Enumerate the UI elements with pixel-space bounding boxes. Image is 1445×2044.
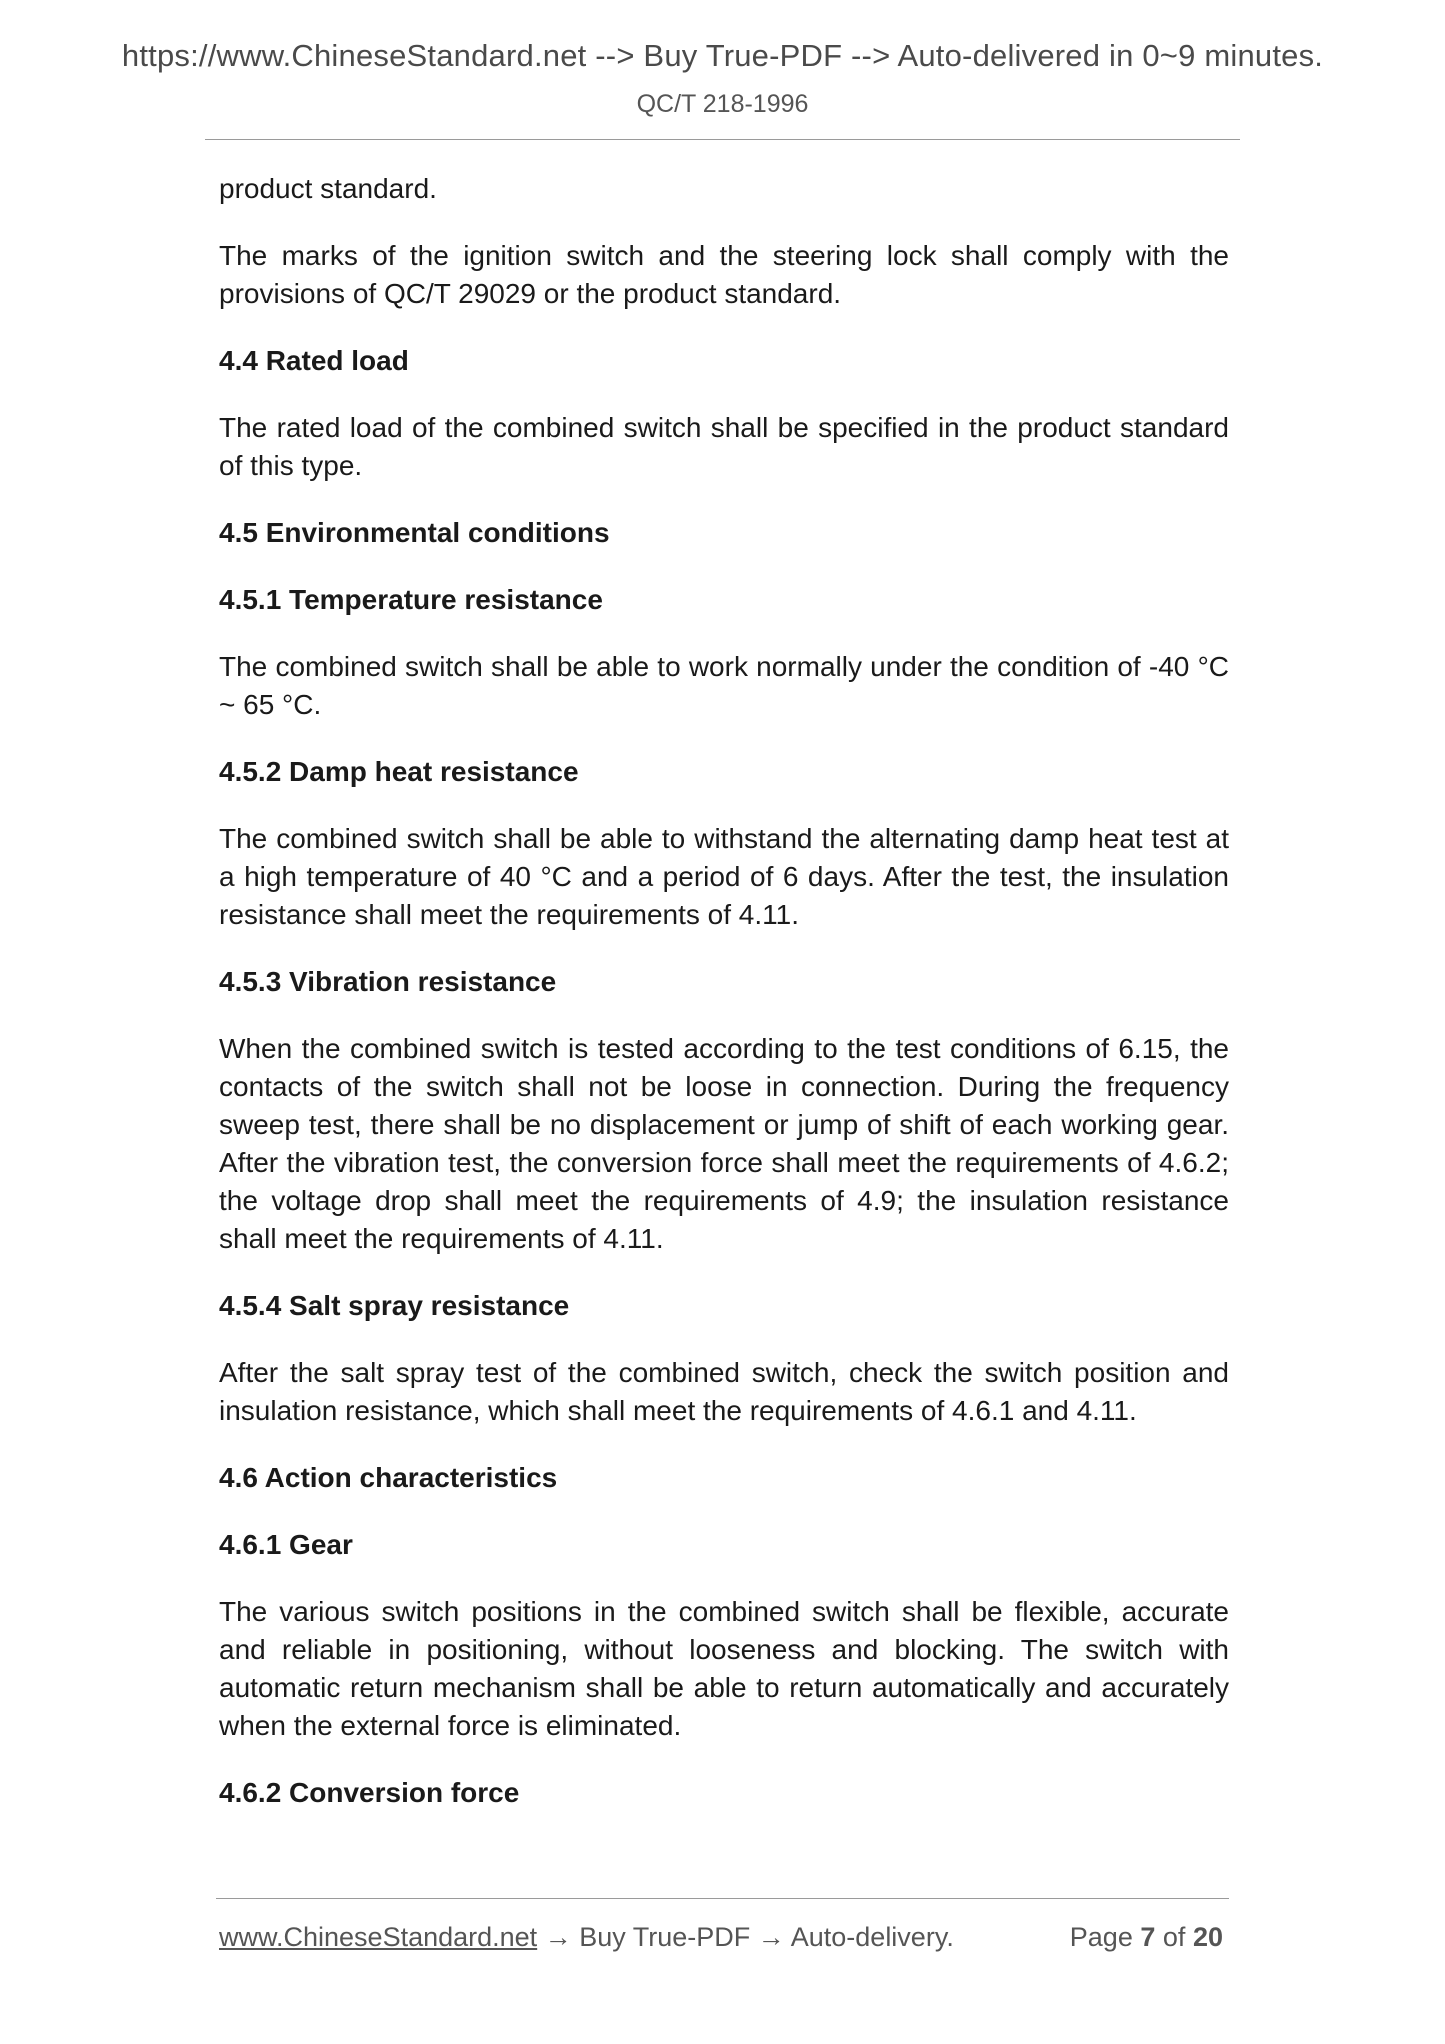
section-heading-4-5-2: 4.5.2 Damp heat resistance [219,756,579,787]
section-heading-4-4: 4.4 Rated load [219,345,409,376]
page-label: Page [1069,1922,1133,1952]
paragraph: The various switch positions in the combined switch shall be flexible, accurate and reliable in positioning, without looseness and blocking. The switch with automatic return mechanism shall be able to return automatically and accurately when the external force is eliminated. [219,1596,1229,1741]
paragraph: The rated load of the combined switch shall be specified in the product standard of this type. [219,412,1229,481]
footer-promo [219,1922,954,1953]
page-of-label: of [1162,1922,1186,1952]
document-code: QC/T 218-1996 [636,90,809,118]
paragraph: product standard. [219,173,437,204]
paragraph: After the salt spray test of the combined switch, check the switch position and insulation resistance, which shall meet the requirements of 4.6.1 and 4.11. [219,1357,1229,1426]
header-banner: https://www.ChineseStandard.net --> Buy True-PDF --> Auto-delivered in 0~9 minutes. [121,38,1324,73]
section-heading-4-5-4: 4.5.4 Salt spray resistance [219,1290,570,1321]
paragraph: When the combined switch is tested according to the test conditions of 6.15, the contacts of the switch shall not be loose in connection. During the frequency sweep test, there shall be no displacement or jump of shift of each working gear. After the vibration test, the conversion force shall meet the requirements of 4.6.2; the voltage drop shall meet the requirements of 4.9; the insulation resistance shall meet the requirements of 4.11. [219,1033,1229,1254]
page-number: 7 [1140,1922,1156,1952]
paragraph: The marks of the ignition switch and the steering lock shall comply with the provisions of QC/T 29029 or the product standard. [219,240,1229,309]
section-heading-4-6-1: 4.6.1 Gear [219,1529,353,1560]
footer-tagline: → Buy True-PDF → Auto-delivery. [537,1922,954,1952]
header-divider [205,139,1240,140]
footer-divider [216,1898,1229,1899]
page-total: 20 [1192,1922,1223,1952]
paragraph: The combined switch shall be able to work normally under the condition of -40 °C ~ 65 °C. [219,651,1229,720]
document-body [219,170,1229,1841]
section-heading-4-6-2: 4.6.2 Conversion force [219,1777,520,1808]
page-indicator [1070,1922,1223,1953]
section-heading-4-5-1: 4.5.1 Temperature resistance [219,584,603,615]
paragraph: The combined switch shall be able to withstand the alternating damp heat test at a high temperature of 40 °C and a period of 6 days. After the test, the insulation resistance shall meet the requirements of 4.11. [219,823,1229,930]
section-heading-4-5-3: 4.5.3 Vibration resistance [219,966,557,997]
section-heading-4-6: 4.6 Action characteristics [219,1462,558,1493]
section-heading-4-5: 4.5 Environmental conditions [219,517,610,548]
website-link[interactable]: www.ChineseStandard.net [219,1922,538,1952]
